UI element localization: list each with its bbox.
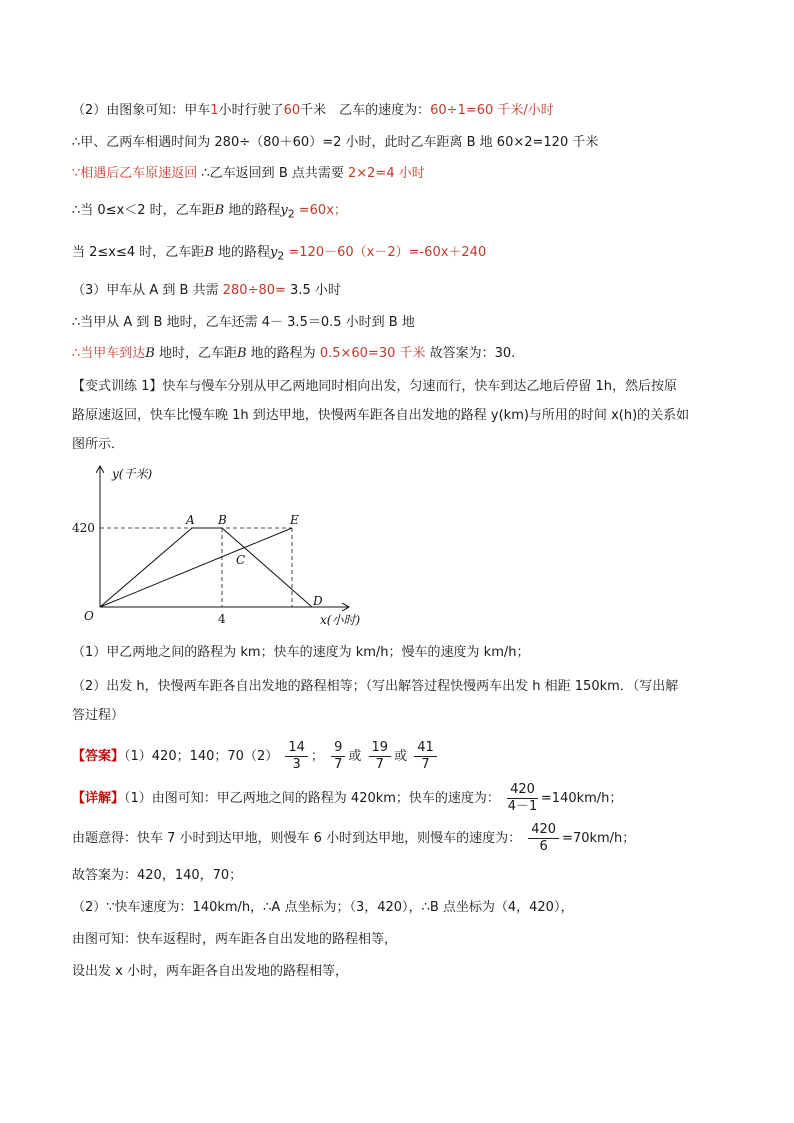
answer-fraction-4: $\frac{41}{7}$ — [414, 740, 437, 773]
detail-line-2: 由题意得：快车 7 小时到达甲地，则慢车 6 小时到达甲地，则慢车的速度为： $\frac{420}{6}$ =70km/h； — [72, 822, 636, 854]
part3-line-2: ∴当甲从 A 到 B 地时，乙车还需 4－ 3.5＝0.5 小时到 B 地 — [72, 315, 415, 330]
part3-line-3: ∴当甲车到达B 地时，乙车距B 地的路程为 0.5×60=30 千米 故答案为：30. — [72, 346, 516, 361]
question-1: （1）甲乙两地之间的路程为 km；快车的速度为 km/h；慢车的速度为 km/h； — [72, 645, 530, 660]
point-A-label: A — [186, 513, 195, 527]
answer-line: 【答案】（1）420；140；70（2） $\frac{14}{3}$ ； $\frac{9}{7}$ 或 $\frac{19}{7}$ 或 $\frac{41}{7}$ — [72, 740, 440, 774]
y-tick-420: 420 — [72, 521, 95, 535]
variant-problem-line-3: 图所示． — [72, 437, 125, 452]
answer-fraction-1: $\frac{14}{3}$ — [285, 740, 308, 773]
distance-time-graph — [70, 462, 390, 632]
x-axis-label: x(小时) — [320, 613, 361, 627]
part2-line-5: 当 2≤x≤4 时，乙车距B 地的路程$y_2 =120-60(x-2)=-60x+240$ — [72, 245, 487, 263]
detail-tag: 【详解】 — [72, 791, 125, 806]
answer-fraction-3: $\frac{19}{7}$ — [369, 740, 392, 773]
detail-line-1: 【详解】（1）由图可知：甲乙两地之间的路程为 420km；快车的速度为： $\frac{420}{4-1}$ =140km/h； — [72, 782, 623, 814]
detail-line-6: 设出发 x 小时，两车距各自出发地的路程相等， — [72, 964, 348, 979]
part3-line-1: （3）甲车从 A 到 B 共需 280÷80= 3.5 小时 — [72, 283, 341, 298]
detail-fraction-1: $\frac{420}{4-1}$ — [507, 782, 538, 814]
detail-line-3: 故答案为：420，140，70； — [72, 868, 243, 883]
part2-line-3: ∵相遇后乙车原速返回 ∴乙车返回到 B 点共需要 2×2=4 小时 — [72, 166, 425, 181]
detail-line-5: 由图可知：快车返程时，两车距各自出发地的路程相等， — [72, 932, 398, 947]
part2-line-1: （2）由图象可知：甲车1小时行驶了60千米 乙车的速度为：60÷1=60 千米/小时 — [72, 103, 554, 118]
slow-car-line — [100, 528, 292, 607]
detail-fraction-2: $\frac{420}{6}$ — [528, 822, 559, 855]
point-B-label: B — [218, 513, 227, 527]
point-D-label: D — [313, 594, 323, 608]
detail-line-4: （2）∵快车速度为：140km/h，∴A 点坐标为；（3，420），∴B 点坐标为（4，420）， — [72, 900, 574, 915]
point-E-label: E — [290, 513, 299, 527]
point-C-label: C — [236, 553, 246, 567]
y-axis-label: y(千米) — [112, 467, 153, 481]
part2-line-2: ∴甲、乙两车相遇时间为 280÷（80＋60）=2 小时，此时乙车距离 B 地 60×2=120 千米 — [72, 135, 599, 150]
fast-car-line — [100, 528, 312, 607]
variant-problem-line-2: 路原速返回，快车比慢车晚 1h 到达甲地，快慢两车距各自出发地的路程 y(km)与所用的时间 x(h)的关系如 — [72, 408, 690, 423]
variant-problem-line-1: 【变式训练 1】快车与慢车分别从甲乙两地同时相向出发，匀速而行，快车到达乙地后停留 1h，然后按原 — [72, 379, 678, 394]
answer-fraction-2: $\frac{9}{7}$ — [331, 740, 345, 773]
question-2-line-2: 答过程） — [72, 708, 125, 723]
answer-tag: 【答案】 — [72, 749, 125, 764]
part2-line-4: ∴当 0≤x＜2 时，乙车距B 地的路程$y_2 =60x$； — [72, 203, 347, 221]
x-tick-4: 4 — [218, 612, 226, 626]
origin-label: O — [84, 609, 94, 623]
question-2-line-1: （2）出发 h，快慢两车距各自出发地的路程相等；（写出解答过程快慢两车出发 h 相距 150km．（写出解 — [72, 679, 679, 694]
